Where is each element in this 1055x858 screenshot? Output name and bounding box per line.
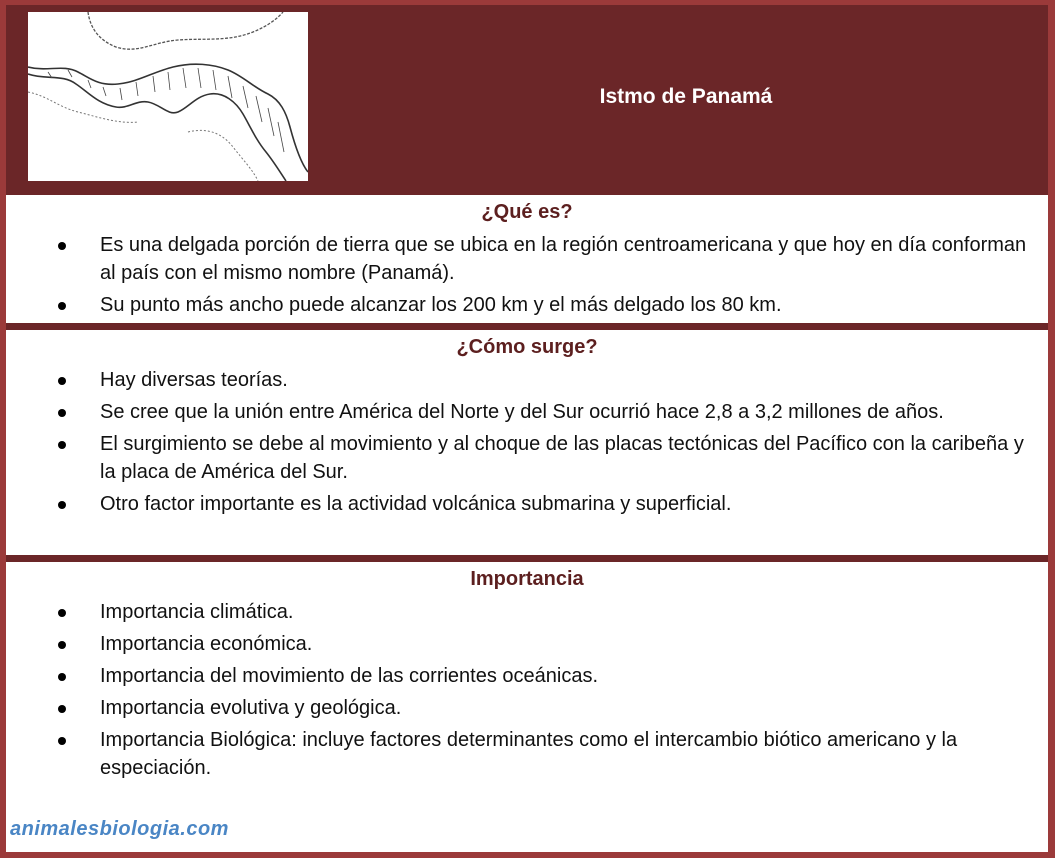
panama-map-icon [28, 12, 308, 181]
section-title: Importancia [470, 568, 584, 590]
list-item: Es una delgada porción de tierra que se ubica en la región centroamericana y que hoy en día conforman al país con el mismo nombre (Panamá). [6, 231, 1048, 287]
bullet-icon [58, 737, 66, 745]
bullet-icon [58, 641, 66, 649]
list-item: El surgimiento se debe al movimiento y al choque de las placas tectónicas del Pacífico con la caribeña y la placa de América del Sur. [6, 430, 1048, 486]
isthmus-map-image [28, 12, 308, 181]
header-banner [6, 5, 1048, 188]
list-item: Hay diversas teorías. [6, 366, 1048, 394]
list-item: Importancia económica. [6, 630, 1048, 658]
bullet-icon [58, 242, 66, 250]
bullet-icon [58, 705, 66, 713]
bullet-list [6, 598, 1048, 782]
page-title: Istmo de Panamá [599, 85, 773, 108]
section-que-es [6, 195, 1048, 323]
bullet-icon [58, 302, 66, 310]
watermark-text: animalesbiologia.com [10, 818, 229, 840]
list-item: Se cree que la unión entre América del Norte y del Sur ocurrió hace 2,8 a 3,2 millones de años. [6, 398, 1048, 426]
list-item: Importancia del movimiento de las corrientes oceánicas. [6, 662, 1048, 690]
list-item: Importancia climática. [6, 598, 1048, 626]
bullet-icon [58, 673, 66, 681]
section-importancia [6, 562, 1048, 852]
section-title: ¿Qué es? [481, 201, 573, 223]
bullet-list [6, 231, 1048, 319]
bullet-icon [58, 501, 66, 509]
infographic-frame [6, 5, 1048, 852]
section-title: ¿Cómo surge? [456, 336, 598, 358]
section-como-surge [6, 330, 1048, 555]
list-item: Importancia evolutiva y geológica. [6, 694, 1048, 722]
list-item: Su punto más ancho puede alcanzar los 200 km y el más delgado los 80 km. [6, 291, 1048, 319]
bullet-list [6, 366, 1048, 518]
bullet-icon [58, 441, 66, 449]
bullet-icon [58, 377, 66, 385]
bullet-icon [58, 409, 66, 417]
bullet-icon [58, 609, 66, 617]
list-item: Otro factor importante es la actividad volcánica submarina y superficial. [6, 490, 1048, 518]
list-item: Importancia Biológica: incluye factores determinantes como el intercambio biótico americano y la especiación. [6, 726, 1048, 782]
